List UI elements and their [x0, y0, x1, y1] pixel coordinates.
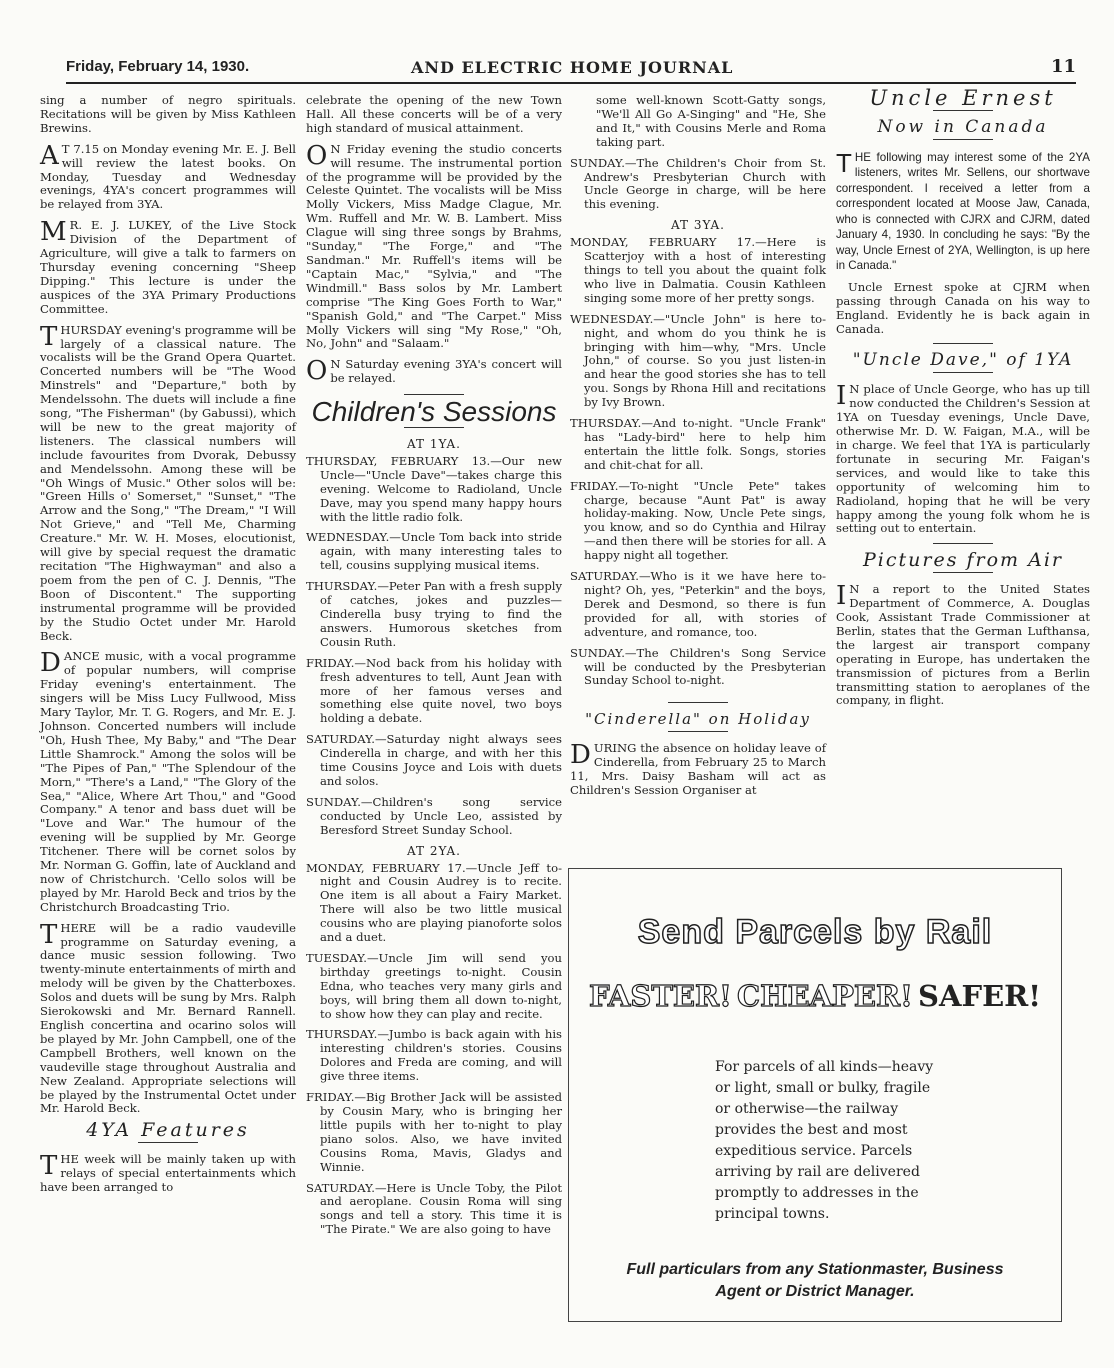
- drop-cap: T: [40, 919, 58, 950]
- divider: [138, 1142, 198, 1143]
- ad-slogan-safer: SAFER!: [918, 979, 1041, 1013]
- drop-cap: I: [836, 381, 847, 412]
- section-heading: Pictures from Air: [863, 549, 1063, 572]
- paragraph: [40, 140, 296, 213]
- section-heading: Uncle Ernest: [869, 86, 1057, 110]
- page-number: 11: [1050, 56, 1076, 77]
- schedule-entry: MONDAY, FEBRUARY 17.—Here is Scatterjoy with a host of interesting things to tell you about the quaint folk who live in Dalmatia. Cousin Kathleen singing some more of her pretty songs.: [570, 235, 826, 305]
- paragraph: [40, 919, 296, 1117]
- ad-footer: [569, 1259, 1061, 1303]
- paragraph: [836, 147, 1090, 274]
- divider: [404, 427, 464, 428]
- paragraph-text: HURSDAY evening's programme will be largely of a classical nature. The vocalists will be the Grand Opera Quartet. Concerted numbers will be "The Wood Minstrels" and "Departure," both by Mendelssohn. The duets will include a fine song, "The Fisherman" (by Gabussi), which will be new to the great majority of listeners. The classical numbers will include favourites from Dvorak, Debussy and Mendelssohn. Among these will be "Oh Wings of Music." Other solos will be: "Green Hills o' Somerset," "Sunset," "The Arrow and the Song," "The Dream," "I Will Not Grieve," and "Tell Me, Charming Creature." Mr. W. H. Moses, elocutionist, will give by special request the dramatic recitation "The Highwayman" and also a poem from the pen of C. J. Dennis, "The Boon of Discontent." The supporting instrumental programme will be provided by the Studio Octet under Mr. Harold Beck.: [40, 322, 296, 643]
- paragraph: [306, 140, 562, 352]
- paragraph-text: HE following may interest some of the 2YA listeners, writes Mr. Sellens, our shortwave correspondent. I received a letter from a correspondent located at Moose Jaw, Canada, who is connected with CJRX and CJRM, dated January 4, 1930. In concluding he says: "By the way, Uncle Ernest of 2YA, Wellington, is up here in Canada.": [836, 150, 1090, 273]
- section-subheading: Now in Canada: [877, 116, 1049, 137]
- divider: [668, 702, 728, 703]
- schedule-entry: SATURDAY.—Who is it we have here to-night? Oh, yes, "Peterkin" and the boys, Derek and Desmond, so there is fun provided for all, with stories of adventure, and romance, too.: [570, 569, 826, 639]
- ad-slogan-cheaper: CHEAPER!: [737, 979, 913, 1013]
- paragraph: [40, 650, 296, 914]
- paragraph-text: N place of Uncle George, who has up till now conducted the Children's Session at 1YA on Tuesday evenings, Uncle Dave, otherwise Mr. D. W. Faigan, M.A., will be in charge. We feel that 1YA is particularly fortunate in securing Mr. Faigan's services, and would like to take this opportunity of welcoming him to Radioland, hoping that he will be very happy among the young folk whom he is setting out to entertain.: [836, 382, 1090, 536]
- section-heading: Children's Sessions: [311, 396, 557, 428]
- section-heading: 4YA Features: [86, 1119, 250, 1142]
- paragraph: [836, 383, 1090, 536]
- ad-footer-line-1: Full particulars from any Stationmaster, Business: [626, 1261, 1004, 1278]
- page-header: [66, 56, 1076, 84]
- paragraph-text: T 7.15 on Monday evening Mr. E. J. Bell will review the latest books. On Monday, Tuesday and Wednesday evenings, 4YA's concert programmes will be relayed from 3YA.: [40, 141, 296, 212]
- paragraph: [40, 321, 296, 644]
- column-3: [570, 94, 826, 805]
- schedule-entry: WEDNESDAY.—"Uncle John" is here to-night, and whom do you think he is bringing with him—why, "Mrs. Uncle John," of course. So you just listen-in and hear the good stories she has to tell you. Songs by Rhona Hill and recitations by Ivy Brown.: [570, 311, 826, 410]
- paragraph: [836, 583, 1090, 708]
- schedule-entry: FRIDAY.—Big Brother Jack will be assisted by Cousin Mary, who is bringing her little pupils with her to-night to play piano solos. Also, we have invited Cousins Roma, Mavis, Gladys and Winnie.: [306, 1090, 562, 1174]
- schedule-entry: SATURDAY.—Saturday night always sees Cinderella in charge, and with her this time Cousins Joyce and Lois with duets and solos.: [306, 732, 562, 788]
- divider: [933, 139, 993, 140]
- station-subheading: AT 3YA.: [671, 218, 725, 233]
- schedule-entry: WEDNESDAY.—Uncle Tom back into stride again, with many interesting tales to tell, cousins supplying musical items.: [306, 530, 562, 573]
- schedule-entry: THURSDAY.—And to-night. "Uncle Frank" has "Lady-bird" here to help him entertain the little folk. Songs, stories and chit-chat for all.: [570, 416, 826, 472]
- paragraph-text: HERE will be a radio vaudeville programme on Saturday evening, a dance music session following. Two twenty-minute entertainments of mirth and melody will be given by the Chatterboxes. Solos and duets will be sung by Mrs. Ralph Sierokowski and Mr. Bernard Rannell. English concertina and ocarino solos will be played by Mr. John Campbell, one of the Campbell Brothers, well known on the vaudeville stage throughout Australia and New Zealand. Appropriate selections will be played by the Instrumental Octet under Mr. Harold Beck.: [40, 920, 296, 1116]
- section-heading: "Uncle Dave," of 1YA: [852, 350, 1074, 371]
- column-2: [306, 94, 562, 1244]
- paragraph: sing a number of negro spirituals. Recitations will be given by Miss Kathleen Brewins.: [40, 93, 296, 135]
- schedule-entry: SATURDAY.—Here is Uncle Toby, the Pilot and aeroplane. Cousin Roma will sing songs and tell a story. This time it is "The Pirate." We are also going to have: [306, 1180, 562, 1237]
- schedule-entry: THURSDAY, FEBRUARY 13.—Our new Uncle—"Uncle Dave"—takes charge this evening. Welcome to Radioland, Uncle Dave, may you spend many happy hours with the little radio folk.: [306, 453, 562, 524]
- divider: [933, 343, 993, 344]
- ad-body: For parcels of all kinds—heavy or light, small or bulky, fragile or otherwise—the railway provides the best and most expeditious service. Parcels arriving by rail are delivered promptly to addresses in the principal towns.: [715, 1059, 934, 1222]
- drop-cap: A: [40, 140, 59, 171]
- section-heading: "Cinderella" on Holiday: [585, 710, 811, 729]
- schedule-entry: THURSDAY.—Peter Pan with a fresh supply of catches, jokes and puzzles—Cinderella busy trying to find the answers. Humorous sketches from Cousin Ruth.: [306, 579, 562, 649]
- paragraph: [40, 1153, 296, 1195]
- drop-cap: M: [40, 217, 67, 248]
- paragraph: [40, 219, 296, 316]
- divider: [668, 731, 728, 732]
- divider: [933, 372, 993, 373]
- divider: [933, 110, 993, 111]
- issue-date: Friday, February 14, 1930.: [66, 58, 250, 75]
- drop-cap: D: [570, 740, 591, 771]
- paragraph-text: HE week will be mainly taken up with relays of special entertainments which have been arranged to: [40, 1152, 296, 1195]
- column-1: [40, 94, 296, 1202]
- schedule-entry: MONDAY, FEBRUARY 17.—Uncle Jeff to-night and Cousin Audrey is to recite. One item is all about a Fairy Market. There will also be two little musical cousins who are playing pianoforte solos and a duet.: [306, 860, 562, 945]
- drop-cap: O: [306, 356, 328, 387]
- drop-cap: T: [836, 147, 852, 178]
- drop-cap: D: [40, 648, 61, 679]
- ad-title: Send Parcels by Rail: [637, 913, 993, 951]
- schedule-entry: TUESDAY.—Uncle Jim will send you birthday greetings to-night. Cousin Edna, who teaches very many girls and boys, will bring them all down to-night, to show how they can play and recite.: [306, 950, 562, 1021]
- paragraph-text: R. E. J. LUKEY, of the Live Stock Division of the Department of Agriculture, will give a talk to farmers on Thursday evening concerning "Sheep Dipping." This lecture is under the auspices of the 3YA Primary Productions Committee.: [40, 218, 296, 316]
- paragraph-text: N Friday evening the studio concerts will resume. The instrumental portion of the programme will be provided by the Celeste Quintet. The vocalists will be Miss Molly Vickers, Miss Madge Clague, Mr. Wm. Ruffell and Mr. W. B. Lambert. Miss Clague will sing three songs by Brahms, "Sunday," "The Forge," and "The Sandman." Mr. Ruffell's items will be "Captain Mac," "Sylvia," and "The Windmill." Bass solos by Mr. Lambert comprise "The King Goes Forth to War," "Spanish Gold," and "The Carpet." Miss Molly Vickers will sing "My Rose," "Oh, No, John" and "Salaam.": [306, 141, 562, 351]
- column-4: [836, 86, 1090, 715]
- drop-cap: T: [40, 321, 58, 352]
- drop-cap: T: [40, 1151, 58, 1182]
- ad-slogan-faster: FASTER!: [589, 979, 732, 1013]
- divider: [933, 572, 993, 573]
- drop-cap: I: [836, 581, 847, 612]
- ad-footer-line-2: Agent or District Manager.: [715, 1283, 915, 1300]
- divider: [404, 394, 464, 395]
- schedule-entry: SUNDAY.—The Children's Song Service will be conducted by the Presbyterian Sunday School to-night.: [570, 645, 826, 688]
- paragraph-text: URING the absence on holiday leave of Cinderella, from February 25 to March 11, Mrs. Daisy Basham will act as Children's Session Organiser at: [570, 741, 826, 797]
- journal-title: AND ELECTRIC HOME JOURNAL: [411, 58, 734, 77]
- paragraph-text: N Saturday evening 3YA's concert will be relayed.: [330, 357, 562, 386]
- station-subheading: AT 1YA.: [407, 437, 461, 452]
- schedule-entry: FRIDAY.—To-night "Uncle Pete" takes charge, because "Aunt Pat" is away holiday-making. Now, Uncle Pete sings, you know, and so do Cynthia and Hilray—and then there will be stories for all. A happy night all together.: [570, 478, 826, 563]
- paragraph: [570, 742, 826, 798]
- divider: [933, 543, 993, 544]
- station-subheading: AT 2YA.: [407, 843, 461, 858]
- drop-cap: O: [306, 140, 328, 171]
- paragraph: celebrate the opening of the new Town Hall. All these concerts will be of a very high standard of musical attainment.: [306, 93, 562, 135]
- railway-advertisement: [568, 868, 1062, 1322]
- schedule-entry: SUNDAY.—The Children's Choir from St. Andrew's Presbyterian Church with Uncle George in charge, will be here this evening.: [570, 155, 826, 212]
- paragraph-text: ANCE music, with a vocal programme of popular numbers, will comprise Friday evening's entertainment. The singers will be Miss Lucy Fullwood, Miss Mary Taylor, Mr. T. G. Rogers, and Mr. E. J. Johnson. Concerted numbers will include "Oh, Hush Thee, My Baby," and "The Dear Little Shamrock." Among the solos will be "The Pipes of Pan," "The Splendour of the Morn," "There's a Land," "The Glory of the Sea," "Alice, Where Art Thou," and "Good Company." A tenor and bass duet will be "Love and War." The humour of the evening will be supplied by Mr. George Titchener. There will be cornet solos by Mr. Norman G. Goffin, late of Auckland and now of Christchurch. 'Cello solos will be played by Mr. Harold Beck and trios by the Christchurch Broadcasting Trio.: [40, 649, 296, 914]
- paragraph: some well-known Scott-Gatty songs, "We'll All Go A-Singing" and "He, She and It," with Cousins Merle and Roma taking part.: [596, 93, 826, 149]
- ad-slogan: [569, 979, 1061, 1013]
- schedule-entry: THURSDAY.—Jumbo is back again with his interesting children's stories. Cousins Dolores and Freda are coming, and will give three items.: [306, 1027, 562, 1084]
- paragraph: [306, 358, 562, 386]
- schedule-entry: SUNDAY.—Children's song service conducted by Uncle Leo, assisted by Beresford Street Sunday School.: [306, 794, 562, 837]
- paragraph-text: N a report to the United States Department of Commerce, A. Douglas Cook, Assistant Trade Commissioner at Berlin, states that the German Lufthansa, the largest air transport company operating in Europe, has undertaken the transmission of pictures from a Berlin transmitting station to aeroplanes of the company, in flight.: [836, 582, 1090, 708]
- schedule-entry: FRIDAY.—Nod back from his holiday with fresh adventures to tell, Aunt Jean with more of her famous verses and something else quite novel, two boys holding a debate.: [306, 655, 562, 726]
- paragraph: Uncle Ernest spoke at CJRM when passing through Canada on his way to England. Evidently he is back again in Canada.: [836, 279, 1090, 336]
